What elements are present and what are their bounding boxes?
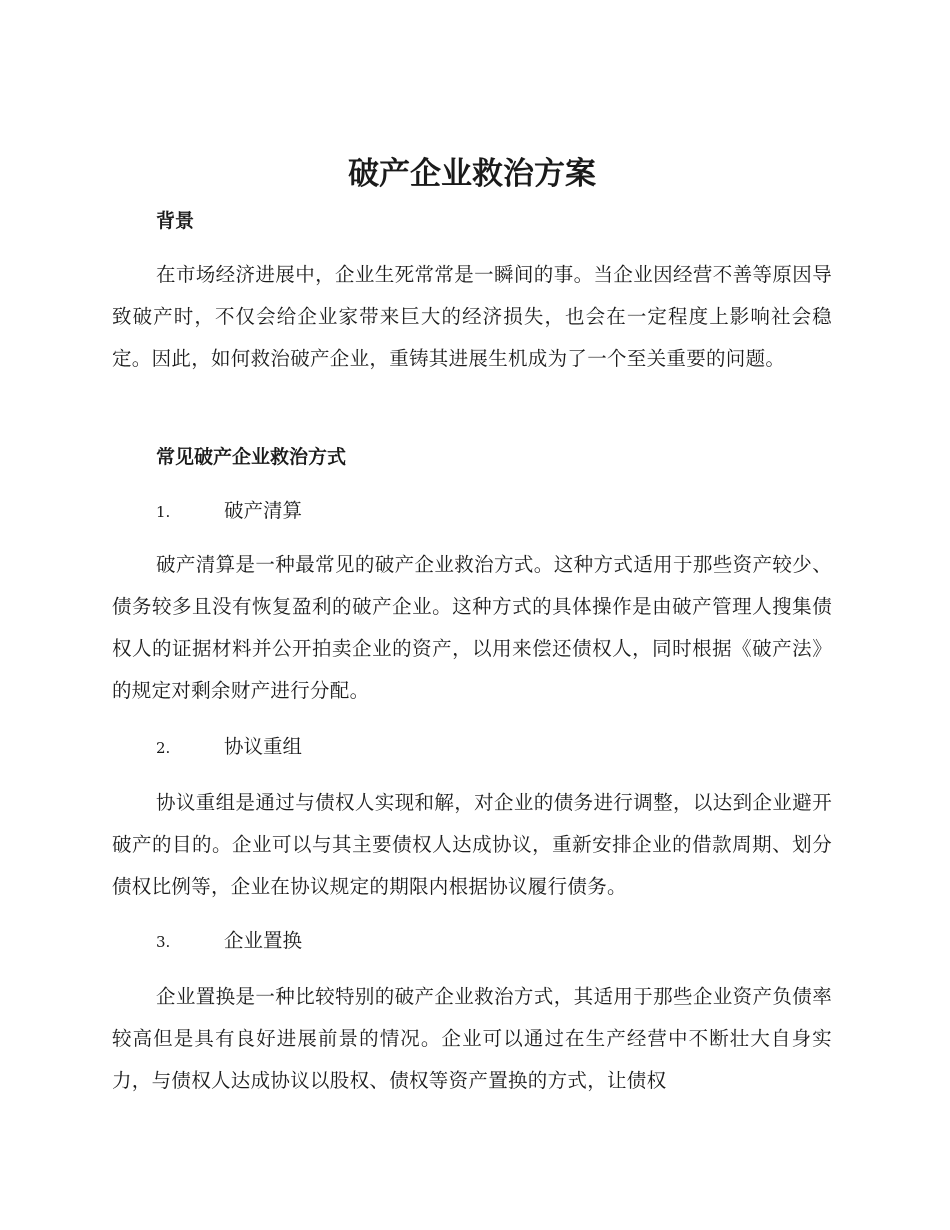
list-label: 破产清算 [224, 499, 303, 522]
method-paragraph-1: 破产清算是一种最常见的破产企业救治方式。这种方式适用于那些资产较少、债务较多且没有恢复盈利的破产企业。这种方式的具体操作是由破产管理人搜集债权人的证据材料并公开拍卖企业的资产，以用来偿还债权人，同时根据《破产法》的规定对剩余财产进行分配。 [112, 553, 832, 702]
document-title: 破产企业救治方案 [348, 156, 596, 192]
background-paragraph: 在市场经济进展中，企业生死常常是一瞬间的事。当企业因经营不善等原因导致破产时，不仅会给企业家带来巨大的经济损失，也会在一定程度上影响社会稳定。因此，如何救治破产企业，重铸其进展生机成为了一个至关重要的问题。 [112, 263, 832, 370]
method-paragraph-3: 企业置换是一种比较特别的破产企业救治方式，其适用于那些企业资产负债率较高但是具有良好进展前景的情况。企业可以通过在生产经营中不断壮大自身实力，与债权人达成协议以股权、债权等资产置换的方式，让债权 [112, 985, 832, 1092]
list-label: 协议重组 [224, 735, 303, 758]
list-item-1 [156, 496, 302, 527]
list-number: 1. [156, 503, 171, 521]
list-item-3 [156, 926, 302, 957]
list-number: 3. [156, 933, 171, 951]
section-heading-background: 背景 [156, 210, 195, 232]
list-item-2 [156, 732, 302, 763]
section-heading-methods: 常见破产企业救治方式 [156, 446, 347, 468]
list-number: 2. [156, 739, 171, 757]
document-page [112, 0, 832, 1230]
list-label: 企业置换 [224, 929, 303, 952]
method-paragraph-2: 协议重组是通过与债权人实现和解，对企业的债务进行调整，以达到企业避开破产的目的。企业可以与其主要债权人达成协议，重新安排企业的借款周期、划分债权比例等，企业在协议规定的期限内根据协议履行债务。 [112, 791, 832, 898]
